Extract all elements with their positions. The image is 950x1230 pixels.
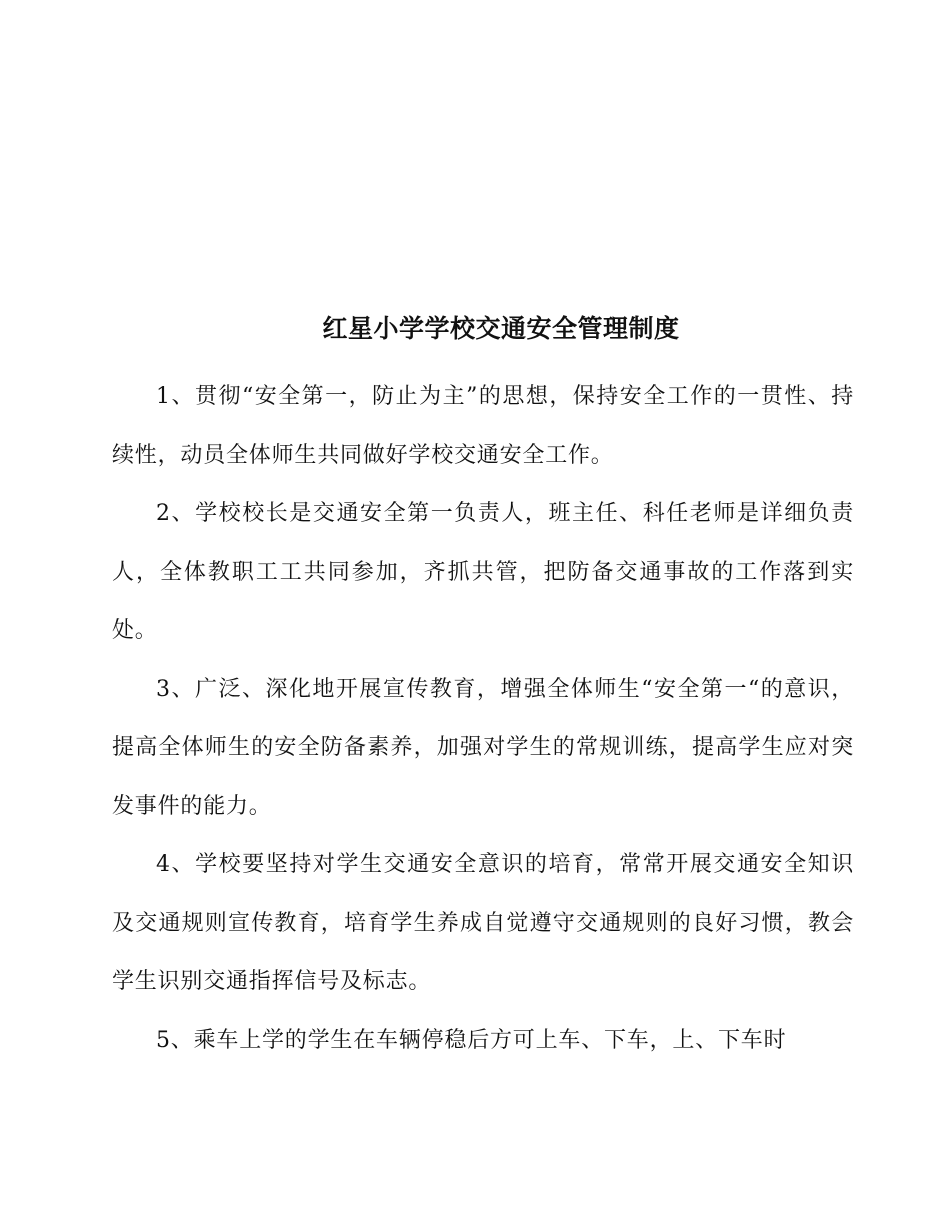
document-title: 红星小学学校交通安全管理制度 (322, 314, 680, 343)
paragraph-3: 3、广泛、深化地开展宣传教育，增强全体师生“安全第一“的意识，提高全体师生的安全防备素养，加强对学生的常规训练，提高学生应对突发事件的能力。 (112, 676, 854, 819)
document-body (112, 368, 854, 1070)
paragraph-1: 1、贯彻“安全第一，防止为主”的思想，保持安全工作的一贯性、持续性，动员全体师生共同做好学校交通安全工作。 (112, 384, 854, 468)
paragraph-5: 5、乘车上学的学生在车辆停稳后方可上车、下车，上、下车时 (156, 1027, 787, 1053)
paragraph-4: 4、学校要坚持对学生交通安全意识的培育，常常开展交通安全知识及交通规则宣传教育，培育学生养成自觉遵守交通规则的良好习惯，教会学生识别交通指挥信号及标志。 (112, 852, 854, 994)
paragraph-2: 2、学校校长是交通安全第一负责人，班主任、科任老师是详细负责人，全体教职工工共同参加，齐抓共管，把防备交通事故的工作落到实处。 (112, 501, 854, 643)
